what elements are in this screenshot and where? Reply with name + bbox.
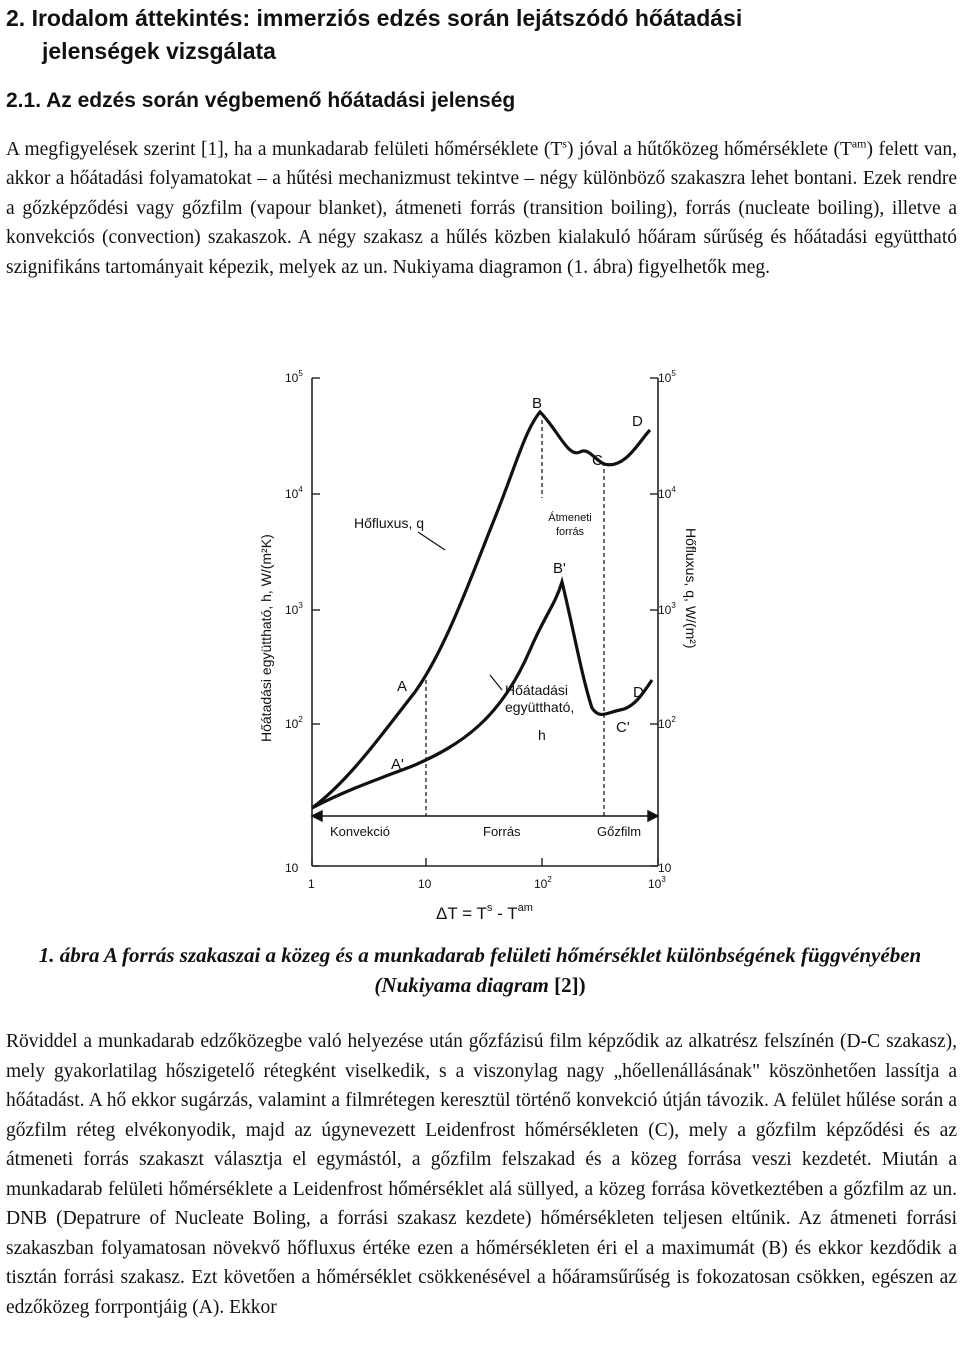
section-heading-line1: 2. Irodalom áttekintés: immerziós edzés során lejátszódó hőátadási [6, 5, 743, 31]
intro-text-4: Ezek rendre a gőzképződési vagy gőzfilm (vapour blanket), átmeneti forrás (transition boiling), forrás (nucleate boiling), illetve a konvekciós (convection) szakaszok. A négy szakasz a hűlés közben kialakuló hőáram sűrűség és hőátadási együttható szignifikáns tartományait képezik, melyek az un. Nukiyama diagramon (1. ábra) figyelhetők meg. [6, 168, 957, 278]
y-right-tick-label: $10^5$ [658, 369, 676, 385]
point-label-D2: D' [633, 684, 647, 701]
point-label-B: B [532, 395, 543, 412]
point-label-A2: A' [391, 756, 404, 773]
point-label-D: D [632, 413, 643, 430]
y-left-tick-label: $10^5$ [285, 369, 303, 385]
curve-label-h-line3: h [538, 727, 546, 743]
curve-label-h-line2: együttható, [505, 699, 575, 715]
section-heading [6, 2, 946, 68]
x-tick-label: $10^2$ [534, 875, 552, 891]
curve-label-h-pointer [490, 675, 502, 690]
x-tick-label: $10^3$ [648, 875, 666, 891]
point-label-B2: B' [553, 560, 566, 577]
intro-sup-am: am [851, 136, 867, 150]
y-right-tick-label: $10^4$ [658, 485, 676, 501]
caption-ref: [2] [548, 973, 579, 997]
region-label-convection: Konvekció [330, 824, 390, 839]
caption-text: 1. ábra A forrás szakaszai a közeg és a munkadarab felületi hőmérséklet különbségének függvényében (Nukiyama diagram [38, 943, 922, 997]
transition-label-line1: Átmeneti [548, 512, 592, 524]
y-left-axis-title: Hőátadási együttható, h, W/(m²K) [258, 534, 274, 742]
figure-caption [20, 940, 940, 1000]
x-tick-label: 10 [418, 877, 432, 891]
y-right-tick-label: $10^3$ [658, 601, 676, 617]
y-left-tick-label: $10^4$ [285, 485, 303, 501]
axis-ticks [312, 378, 658, 866]
x-tick-label: 1 [308, 877, 315, 891]
point-label-C2: C' [616, 719, 630, 736]
intro-text-2: ) jóval a hűtőközeg hőmérséklete (T [566, 138, 852, 160]
y-right-tick-label: 10 [658, 861, 672, 875]
regions-arrow [312, 811, 658, 821]
point-label-C: C [592, 452, 603, 469]
y-left-tick-label: 10 [285, 861, 299, 875]
region-label-film: Gőzfilm [597, 824, 642, 839]
caption-end: ) [578, 973, 586, 997]
curve-label-h-line1: Hőátadási [505, 682, 569, 698]
point-label-A: A [397, 678, 408, 695]
section-heading-line2: jelenségek vizsgálata [42, 38, 276, 64]
region-label-boiling: Forrás [483, 824, 521, 839]
intro-sup-s: s [562, 136, 567, 150]
nukiyama-diagram [240, 360, 720, 930]
intro-text-1: A megfigyelések szerint [1], ha a munkadarab felületi hőmérséklete (T [6, 138, 563, 160]
subsection-heading: 2.1. Az edzés során végbemenő hőátadási jelenség [6, 89, 516, 112]
heat-flux-curve [312, 412, 650, 808]
y-right-tick-label: $10^2$ [658, 715, 676, 731]
intro-text-3: ) felett van, akkor a hőátadási folyamatokat – a hűtési mechanizmust tekintve – négy különböző szakaszra lehet bontani. [6, 138, 957, 189]
y-right-axis-title: Hőfluxus, q, W/(m²) [683, 528, 699, 649]
y-left-tick-label: $10^2$ [285, 715, 303, 731]
heat-transfer-coefficient-curve [312, 582, 652, 808]
curve-label-q: Hőfluxus, q [354, 515, 425, 531]
x-axis-title: $\Delta T = T^s - T^{am}$ [436, 902, 533, 923]
body-paragraph: Röviddel a munkadarab edzőközegbe való helyezése után gőzfázisú film képződik az alkatrész felszínén (D-C szakasz), mely gyakorlatilag hőszigetelő rétegként viselkedik, s a viszonylag nagy „hőellenállásának" köszönhetően lassítja a hőátadást. A hő ekkor sugárzás, valamint a filmrétegen keresztül történő konvekció útján távozik. A felület hűlése során a gőzfilm réteg elvékonyodik, majd az úgynevezett Leidenfrost hőmérsékleten (C), mely a gőzfilm képződési és az átmeneti forrás szakaszt választja el egymástól, a gőzfilm felszakad és a közeg forrása veszi kezdetét. Miután a munkadarab felületi hőmérséklete a Leidenfrost hőmérséklet alá süllyed, a közeg forrása következtében a gőzfilm az un. DNB (Depatrure of Nucleate Boling, a forrási szakasz kezdete) hőmérsékleten teljesen eltűnik. Az átmeneti forrási szakaszban folyamatosan növekvő hőfluxus értéke ezen a hőmérsékleten éri el a maximumát (B) és ekkor kezdődik a tisztán forrási szakasz. Ezt követően a hőmérséklet csökkenésével a hőáramsűrűség is fokozatosan csökken, egészen az edzőközeg forrpontjáig (A). Ekkor [6, 1031, 957, 1318]
intro-paragraph [6, 129, 957, 282]
chart-axes [312, 378, 658, 866]
y-left-tick-label: $10^3$ [285, 601, 303, 617]
curve-label-q-pointer [418, 532, 445, 550]
transition-label-line2: forrás [555, 526, 585, 538]
